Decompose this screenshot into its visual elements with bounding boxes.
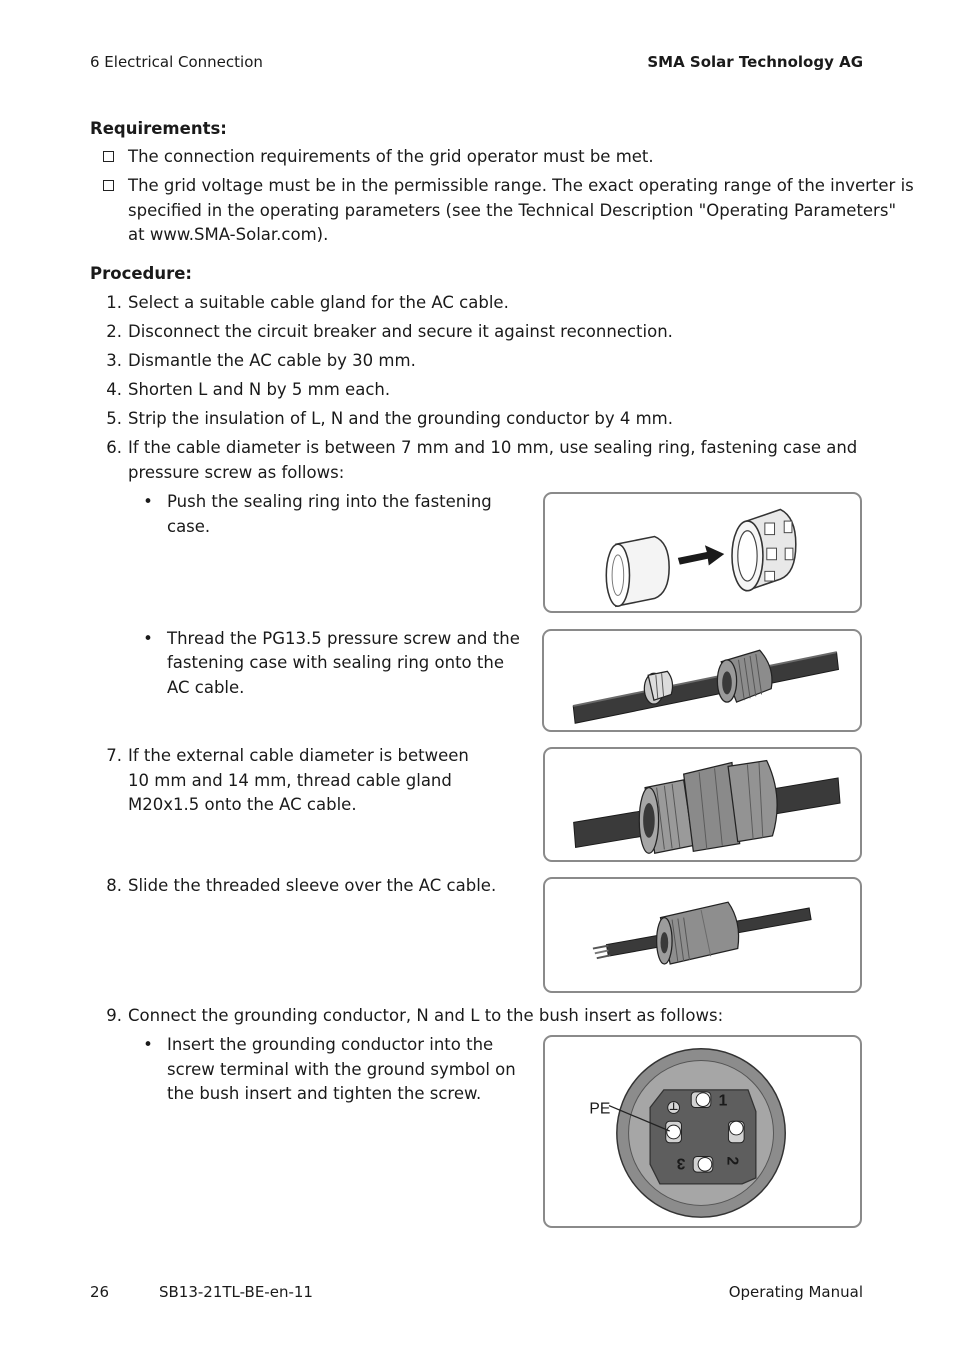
step-text: If the external cable diameter is between	[128, 746, 469, 765]
step-text: Select a suitable cable gland for the AC cable.	[128, 293, 509, 312]
bullet-text-cont: AC cable.	[167, 678, 245, 697]
figure-threaded-sleeve	[543, 877, 862, 993]
figure-pressure-screw	[542, 629, 862, 732]
bullet-text-cont: fastening case with sealing ring onto the	[167, 653, 504, 672]
requirement-item: The grid voltage must be in the permissible range. The exact operating range of the inverter is	[128, 176, 914, 195]
step-text: Dismantle the AC cable by 30 mm.	[128, 351, 416, 370]
figure-bush-insert	[543, 1035, 862, 1228]
step-number: 1.	[106, 293, 122, 312]
pressure-screw-illustration	[544, 631, 860, 730]
running-header-company: SMA Solar Technology AG	[647, 53, 863, 71]
step-number: 6.	[106, 438, 122, 457]
bullet-text: Thread the PG13.5 pressure screw and the	[167, 629, 520, 648]
page-number: 26	[90, 1283, 110, 1301]
document-id: SB13-21TL-BE-en-11	[159, 1283, 313, 1301]
bullet-text-cont: screw terminal with the ground symbol on	[167, 1060, 516, 1079]
cable-gland-illustration	[545, 749, 860, 860]
step-number: 4.	[106, 380, 122, 399]
checkbox-icon	[103, 180, 114, 191]
step-number: 8.	[106, 876, 122, 895]
procedure-heading: Procedure:	[90, 264, 193, 283]
figure-sealing-ring	[543, 492, 862, 613]
step-text: Shorten L and N by 5 mm each.	[128, 380, 391, 399]
step-number: 5.	[106, 409, 122, 428]
bush-insert-illustration	[545, 1037, 860, 1226]
step-number: 9.	[106, 1006, 122, 1025]
threaded-sleeve-illustration	[545, 879, 860, 991]
bullet-text-cont: the bush insert and tighten the screw.	[167, 1084, 482, 1103]
bullet-icon: •	[143, 629, 153, 648]
checkbox-icon	[103, 151, 114, 162]
terminal-1-label: 1	[718, 1092, 728, 1110]
bullet-text: Push the sealing ring into the fastening	[167, 492, 492, 511]
requirements-heading: Requirements:	[90, 119, 227, 138]
requirement-item: The connection requirements of the grid operator must be met.	[128, 147, 654, 166]
bullet-text-cont: case.	[167, 517, 211, 536]
step-number: 7.	[106, 746, 122, 765]
requirement-item-cont: specified in the operating parameters (see the Technical Description "Operating Parameters"	[128, 201, 897, 220]
bullet-text: Insert the grounding conductor into the	[167, 1035, 494, 1054]
step-text-cont: pressure screw as follows:	[128, 463, 345, 482]
step-text: If the cable diameter is between 7 mm and 10 mm, use sealing ring, fastening case and	[128, 438, 858, 457]
step-text: Strip the insulation of L, N and the grounding conductor by 4 mm.	[128, 409, 673, 428]
terminal-3-label: 3	[676, 1154, 686, 1172]
step-text: Disconnect the circuit breaker and secure it against reconnection.	[128, 322, 673, 341]
step-number: 2.	[106, 322, 122, 341]
figure-cable-gland	[543, 747, 862, 862]
step-text: Slide the threaded sleeve over the AC cable.	[128, 876, 497, 895]
bullet-icon: •	[143, 492, 153, 511]
terminal-2-label: 2	[723, 1156, 741, 1166]
pe-label: PE	[589, 1100, 611, 1118]
bullet-icon: •	[143, 1035, 153, 1054]
manual-title: Operating Manual	[728, 1283, 863, 1301]
step-text-cont: M20x1.5 onto the AC cable.	[128, 795, 357, 814]
requirement-item-cont: at www.SMA-Solar.com).	[128, 225, 329, 244]
step-number: 3.	[106, 351, 122, 370]
step-text: Connect the grounding conductor, N and L to the bush insert as follows:	[128, 1006, 724, 1025]
sealing-ring-illustration	[545, 494, 860, 611]
step-text-cont: 10 mm and 14 mm, thread cable gland	[128, 771, 452, 790]
running-header-section: 6 Electrical Connection	[90, 53, 263, 71]
